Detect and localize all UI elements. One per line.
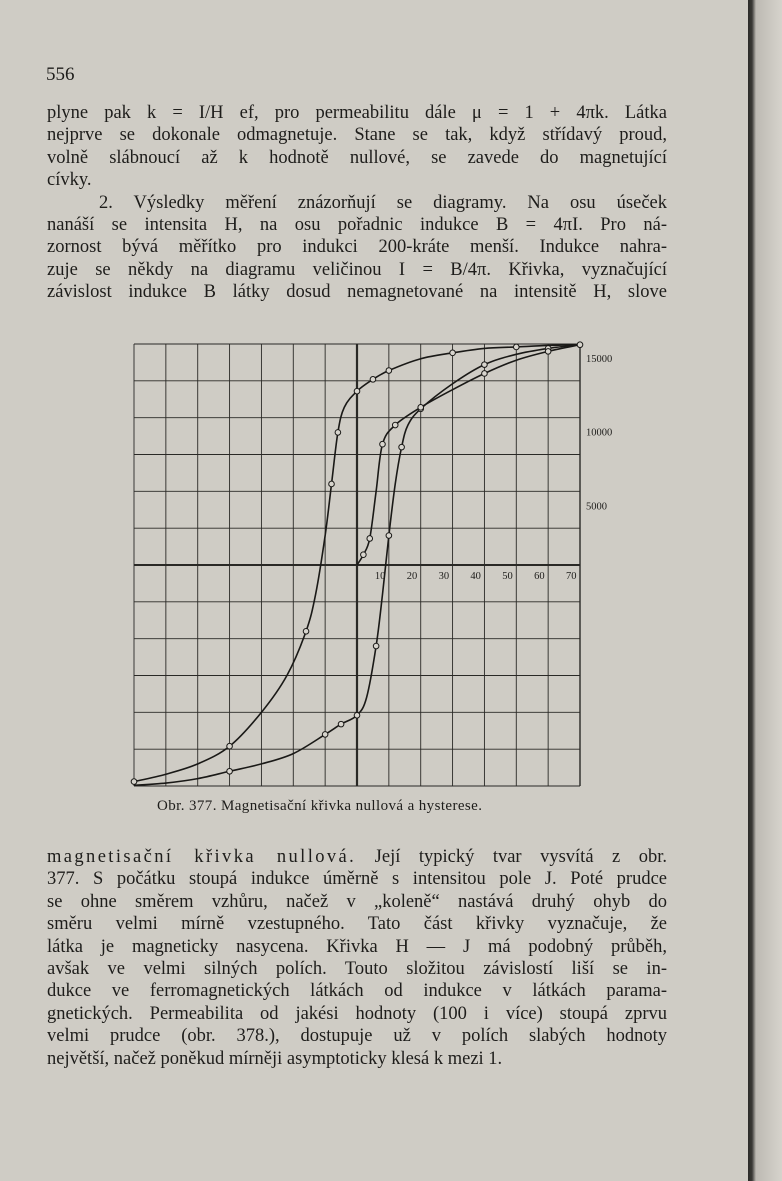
paragraph-top	[47, 102, 667, 304]
data-point	[335, 430, 341, 436]
data-point	[361, 552, 367, 558]
text-line: dukce ve ferromagnetických látkách od indukce v látkách parama-	[47, 981, 667, 1002]
data-point	[354, 388, 360, 394]
text-line-rest: Její typický tvar vysvítá z obr.	[356, 847, 667, 867]
text-line: zornost bývá měřítko pro indukci 200-kráte menší. Indukce nahra-	[47, 237, 667, 258]
data-point	[303, 629, 309, 635]
data-point	[227, 768, 233, 774]
x-tick-label: 70	[566, 571, 577, 582]
x-tick-label: 40	[470, 571, 481, 582]
data-point	[322, 732, 328, 738]
data-point	[513, 344, 519, 350]
data-point	[482, 362, 488, 368]
text-line: 2. Výsledky měření znázorňují se diagramy. Na osu úseček	[99, 192, 667, 213]
text-line: největší, načež poněkud mírněji asymptoticky klesá k mezi 1.	[47, 1048, 503, 1069]
hysteresis-figure	[120, 336, 640, 796]
text-line: nejprve se dokonale odmagnetuje. Stane se tak, když střídavý proud,	[47, 125, 667, 146]
text-line: se ohne směrem vzhůru, načež v „koleně“ nastává druhý ohyb do	[47, 891, 667, 912]
text-line: závislost indukce B látky dosud nemagnetované na intensitě H, slove	[47, 282, 667, 303]
x-tick-label: 60	[534, 571, 545, 582]
book-gutter	[748, 0, 782, 1181]
data-point	[131, 779, 137, 785]
data-point	[380, 441, 386, 447]
text-line: gnetických. Permeabilita od jakési hodnoty (100 i více) stoupá zprvu	[47, 1003, 667, 1024]
y-tick-label: 5000	[586, 501, 607, 513]
data-point	[482, 371, 488, 377]
figure-caption: Obr. 377. Magnetisační křivka nullová a hysterese.	[157, 798, 483, 814]
data-point	[399, 444, 405, 450]
data-point	[338, 721, 344, 727]
data-point	[367, 536, 373, 542]
text-line: 377. S počátku stoupá indukce úměrně s intensitou pole J. Poté prudce	[47, 869, 667, 890]
text-line: látka je magneticky nasycena. Křivka H — J má podobný průběh,	[47, 936, 667, 957]
data-point	[450, 350, 456, 356]
x-tick-label: 20	[406, 571, 418, 582]
text-line: avšak ve velmi silných polích. Touto složitou závislostí liší se in-	[47, 958, 667, 979]
data-point	[329, 481, 335, 487]
data-point	[392, 422, 398, 428]
x-tick-label: 50	[502, 571, 513, 582]
x-tick-label: 10	[374, 571, 386, 582]
data-point	[227, 743, 233, 749]
y-tick-label: 15000	[586, 354, 613, 365]
text-line: volně slábnoucí až k hodnotě nullové, se zavede do magnetující	[47, 147, 667, 168]
paragraph-bottom	[47, 846, 667, 1070]
data-point	[373, 643, 379, 649]
data-point	[354, 712, 360, 718]
hysteresis-chart	[120, 336, 640, 796]
text-line: nanáší se intensita H, na osu pořadnic indukce B = 4πI. Pro ná-	[47, 214, 667, 235]
data-point	[370, 377, 376, 383]
y-tick-label: 10000	[586, 427, 613, 439]
data-point	[386, 368, 392, 374]
data-point	[418, 405, 424, 411]
text-line: velmi prudce (obr. 378.), dostupuje už v polích slabých hodnoty	[47, 1026, 667, 1047]
text-line: cívky.	[47, 170, 92, 191]
data-point	[386, 533, 392, 539]
data-point	[577, 342, 583, 348]
text-line: plyne pak k = I/H ef, pro permeabilitu dále μ = 1 + 4πk. Látka	[47, 103, 667, 123]
x-tick-label: 30	[438, 571, 450, 582]
text-line: směru velmi mírně vzestupného. Tato část křivky vyznačuje, že	[47, 914, 667, 935]
text-line	[47, 846, 667, 868]
term-emphasis: magnetisační křivka nullová.	[47, 847, 357, 867]
data-point	[545, 349, 551, 355]
text-line: zuje se někdy na diagramu veličinou I = B/4π. Křivka, vyznačující	[47, 259, 667, 280]
page-number: 556	[46, 64, 75, 85]
